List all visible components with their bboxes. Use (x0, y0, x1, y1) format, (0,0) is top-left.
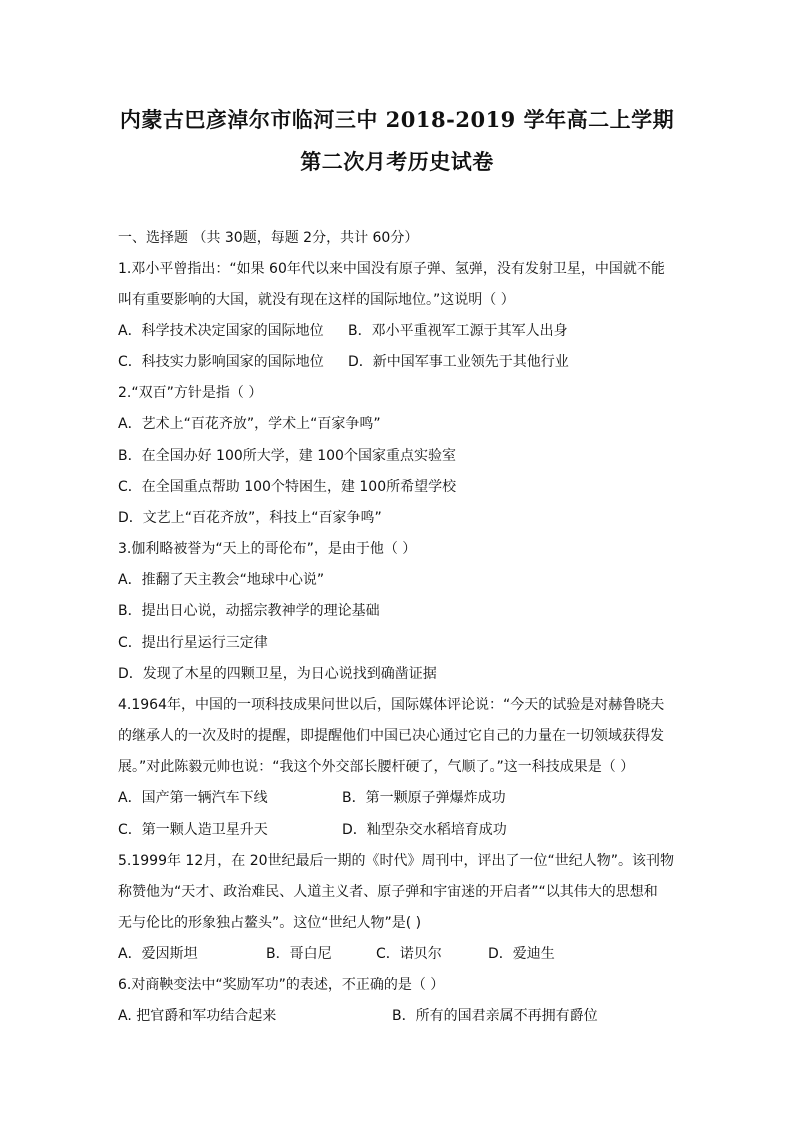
question-3-option-d: D．发现了木星的四颗卫星，为日心说找到确凿证据 (118, 666, 437, 682)
question-3-option-c: C．提出行星运行三定律 (118, 635, 268, 651)
question-4-stem-line2: 的继承人的一次及时的提醒，即提醒他们中国已决心通过它自己的力量在一切领域获得发 (118, 728, 664, 744)
question-4-option-a: A．国产第一辆汽车下线 (118, 790, 268, 806)
question-2-option-a: A．艺术上“百花齐放”，学术上“百家争鸣” (118, 416, 381, 432)
question-3-option-b: B．提出日心说，动摇宗教神学的理论基础 (118, 603, 380, 619)
question-4-option-c: C．第一颗人造卫星升天 (118, 822, 268, 838)
question-2-option-b: B．在全国办好 100所大学，建 100个国家重点实验室 (118, 448, 456, 464)
question-5-stem-line2: 称赞他为“天才、政治难民、人道主义者、原子弹和宇宙迷的开启者”“以其伟大的思想和 (118, 884, 658, 900)
question-3-stem: 3.伽利略被誉为“天上的哥伦布”，是由于他（ ） (118, 541, 417, 557)
question-2-option-d: D．文艺上“百花齐放”，科技上“百家争鸣” (118, 510, 382, 526)
question-1-option-b: B．邓小平重视军工源于其军人出身 (348, 323, 568, 339)
question-5-option-c: C．诺贝尔 (376, 946, 442, 962)
question-5-stem-line1: 5.1999年 12月，在 20世纪最后一期的《时代》周刊中，评出了一位“世纪人物”。该刊物 (118, 853, 675, 869)
question-2-stem: 2.“双百”方针是指（ ） (118, 385, 263, 401)
exam-title-line2: 第二次月考历史试卷 (300, 149, 494, 174)
question-1-stem-line2: 叫有重要影响的大国，就没有现在这样的国际地位。”这说明（ ） (118, 292, 515, 308)
question-4-stem-line3: 展。”对此陈毅元帅也说：“我这个外交部长腰杆硬了，气顺了。”这一科技成果是（ ） (118, 759, 635, 775)
question-6-stem: 6.对商鞅变法中“奖励军功”的表述，不正确的是（ ） (118, 977, 445, 993)
question-5-option-b: B．哥白尼 (266, 946, 332, 962)
question-3-option-a: A．推翻了天主教会“地球中心说” (118, 572, 325, 588)
question-5-stem-line3: 无与伦比的形象独占鳌头”。这位“世纪人物”是( ) (118, 915, 422, 931)
question-5-option-d: D．爱迪生 (488, 946, 555, 962)
exam-title-line1: 内蒙古巴彦淖尔市临河三中 2018-2019 学年高二上学期 (119, 107, 675, 132)
question-4-option-d: D．籼型杂交水稻培育成功 (342, 822, 507, 838)
question-5-option-a: A．爱因斯坦 (118, 946, 198, 962)
question-1-stem-line1: 1.邓小平曾指出：“如果 60年代以来中国没有原子弹、氢弹，没有发射卫星，中国就不能 (118, 261, 665, 277)
question-1-option-a: A．科学技术决定国家的国际地位 (118, 323, 324, 339)
question-4-option-b: B．第一颗原子弹爆炸成功 (342, 790, 506, 806)
question-1-option-c: C．科技实力影响国家的国际地位 (118, 354, 324, 370)
question-4-stem-line1: 4.1964年，中国的一项科技成果问世以后，国际媒体评论说：“今天的试验是对赫鲁晓夫 (118, 697, 665, 713)
section-heading: 一、选择题 （共 30题，每题 2分，共计 60分） (118, 230, 419, 246)
question-2-option-c: C．在全国重点帮助 100个特困生，建 100所希望学校 (118, 479, 457, 495)
question-1-option-d: D．新中国军事工业领先于其他行业 (348, 354, 569, 370)
question-6-option-b: B．所有的国君亲属不再拥有爵位 (392, 1008, 598, 1024)
question-6-option-a: A. 把官爵和军功结合起来 (118, 1008, 277, 1024)
